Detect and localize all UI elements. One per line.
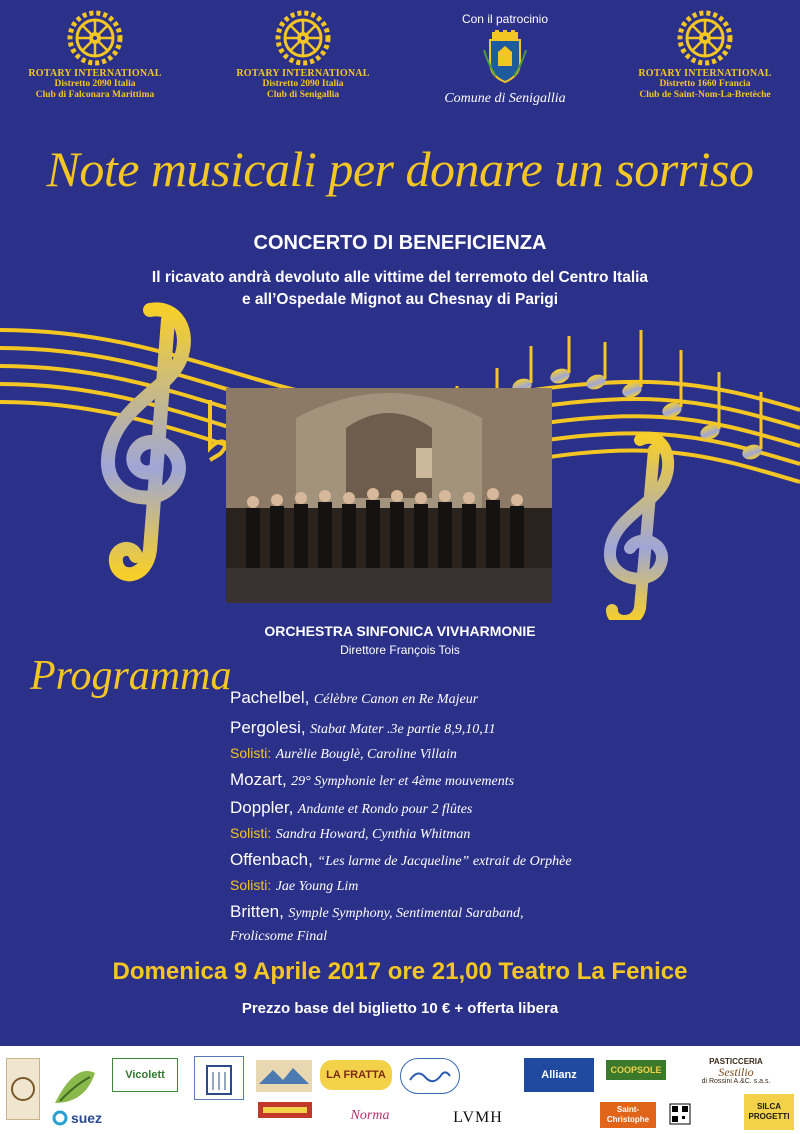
sponsors-strip xyxy=(0,1046,800,1134)
rotary-club-saint-nom xyxy=(620,10,790,101)
piece: Célèbre Canon en Re Majeur xyxy=(313,692,479,707)
soloists-line xyxy=(230,742,770,766)
composer: Pachelbel, xyxy=(230,688,310,707)
club-name: Club de Saint-Nom-La-Bretèche xyxy=(639,90,771,100)
rotary-wheel-icon xyxy=(275,10,331,66)
programme-item xyxy=(230,796,770,822)
composer: Offenbach, xyxy=(230,850,313,869)
club-district: Distretto 2090 Italia xyxy=(54,79,136,89)
club-district: Distretto 2090 Italia xyxy=(262,79,344,89)
sponsor-emblem-icon xyxy=(10,1076,36,1102)
composer: Pergolesi, xyxy=(230,718,306,737)
programme-item xyxy=(230,686,770,712)
soloists-line xyxy=(230,874,770,898)
composer: Mozart, xyxy=(230,770,287,789)
sponsor-logo xyxy=(448,1106,508,1130)
club-org: ROTARY INTERNATIONAL xyxy=(638,68,772,79)
sponsor-name: PROGETTI xyxy=(748,1112,790,1121)
sponsor-bar-icon xyxy=(261,1105,309,1115)
sponsor-logo xyxy=(50,1106,104,1130)
rotary-club-falconara xyxy=(10,10,180,101)
orchestra-name: ORCHESTRA SINFONICA VIVHARMONIE xyxy=(264,623,536,639)
programme-list xyxy=(230,686,770,947)
piece: 29° Symphonie ler et 4ème mouvements xyxy=(291,774,515,789)
sponsor-logo xyxy=(668,1102,692,1126)
sponsor-logo xyxy=(112,1058,178,1092)
patronage-block xyxy=(420,12,590,107)
patronage-name: Comune di Senigallia xyxy=(444,91,566,106)
club-district: Distretto 1660 Francia xyxy=(659,79,751,89)
sponsor-logo xyxy=(400,1058,460,1094)
patronage-label: Con il patrocinio xyxy=(461,12,549,26)
club-name: Club di Falconara Marittima xyxy=(35,90,155,100)
sponsor-landscape-icon xyxy=(259,1064,309,1088)
flat-sign-icon xyxy=(210,400,225,460)
sponsor-name: Vicolett xyxy=(125,1069,165,1081)
piece: Stabat Mater .3e partie 8,9,10,11 xyxy=(310,722,496,737)
sponsor-script-icon xyxy=(408,1066,452,1086)
rotary-wheel-icon xyxy=(677,10,733,66)
sponsor-name: PASTICCERIA xyxy=(709,1057,763,1066)
rotary-club-senigallia xyxy=(218,10,388,101)
sponsor-logo xyxy=(744,1094,794,1130)
sponsor-logo xyxy=(680,1052,792,1092)
soloists-names: Jae Young Lim xyxy=(275,879,359,894)
sponsor-logo xyxy=(320,1060,392,1090)
club-name: Club di Senigallia xyxy=(266,90,340,100)
event-date: Domenica 9 Aprile 2017 ore 21,00 Teatro La Fenice xyxy=(112,958,688,985)
sponsor-logo xyxy=(524,1058,594,1092)
sponsor-logo xyxy=(258,1102,312,1118)
club-org: ROTARY INTERNATIONAL xyxy=(236,68,370,79)
sponsor-name: Saint-Christophe xyxy=(606,1105,650,1124)
suez-swirl-icon xyxy=(52,1110,68,1126)
sponsor-name: di Rossini A.&C. s.a.s. xyxy=(701,1078,771,1085)
sponsor-logo xyxy=(600,1102,656,1128)
piece: Frolicsome Final xyxy=(230,929,328,944)
sponsor-name: SILCA xyxy=(757,1102,781,1111)
programme-heading: Programma xyxy=(30,653,232,699)
soloists-line xyxy=(230,822,770,846)
soloists-label: Solisti: xyxy=(230,825,272,841)
soloists-names: Sandra Howard, Cynthia Whitman xyxy=(275,827,471,842)
rotary-wheel-icon xyxy=(67,10,123,66)
club-org: ROTARY INTERNATIONAL xyxy=(28,68,162,79)
programme-item-continuation xyxy=(230,926,770,947)
piece: Andante et Rondo pour 2 flûtes xyxy=(297,802,473,817)
ticket-price: Prezzo base del biglietto 10 € + offerta libera xyxy=(241,1000,559,1017)
programme-item xyxy=(230,716,770,742)
hotel-building-icon xyxy=(199,1060,239,1096)
sponsor-logo xyxy=(340,1102,400,1130)
orchestra-photo xyxy=(226,388,552,603)
programme-item xyxy=(230,768,770,794)
orchestra-director: Direttore François Tois xyxy=(340,643,460,657)
concert-subtitle: CONCERTO DI BENEFICIENZA xyxy=(253,232,547,254)
sponsor-name: Norma xyxy=(350,1108,390,1123)
soloists-label: Solisti: xyxy=(230,877,272,893)
description-line: Il ricavato andrà devoluto alle vittime del terremoto del Centro Italia xyxy=(151,269,649,286)
soloists-label: Solisti: xyxy=(230,745,272,761)
sponsor-logo xyxy=(606,1060,666,1080)
piece: Symple Symphony, Sentimental Saraband, xyxy=(288,906,524,921)
sponsor-name: Allianz xyxy=(541,1069,577,1081)
orchestra-photo-illustration xyxy=(226,388,552,603)
composer: Britten, xyxy=(230,902,284,921)
programme-item xyxy=(230,848,770,874)
coat-of-arms-icon xyxy=(482,30,528,84)
sponsor-name: suez xyxy=(70,1110,103,1126)
sponsor-logo xyxy=(6,1058,40,1120)
soloists-names: Aurèlie Bouglè, Caroline Villain xyxy=(275,747,457,762)
sponsor-name: LA FRATTA xyxy=(326,1069,386,1081)
description-line: e all’Ospedale Mignot au Chesnay di Parigi xyxy=(241,291,559,308)
treble-clef-icon xyxy=(610,438,668,620)
sponsor-logo xyxy=(256,1060,312,1092)
sponsor-name: Sestilio xyxy=(718,1065,754,1079)
composer: Doppler, xyxy=(230,798,294,817)
piece: “Les larme de Jacqueline” extrait de Orphèe xyxy=(317,854,572,869)
sponsor-name: COOPSOLE xyxy=(610,1065,662,1075)
qr-code-icon xyxy=(669,1103,691,1125)
sponsor-name: LVMH xyxy=(453,1109,503,1126)
programme-item xyxy=(230,900,770,926)
sponsor-logo xyxy=(194,1056,244,1100)
poster-title: Note musicali per donare un sorriso xyxy=(46,141,754,197)
